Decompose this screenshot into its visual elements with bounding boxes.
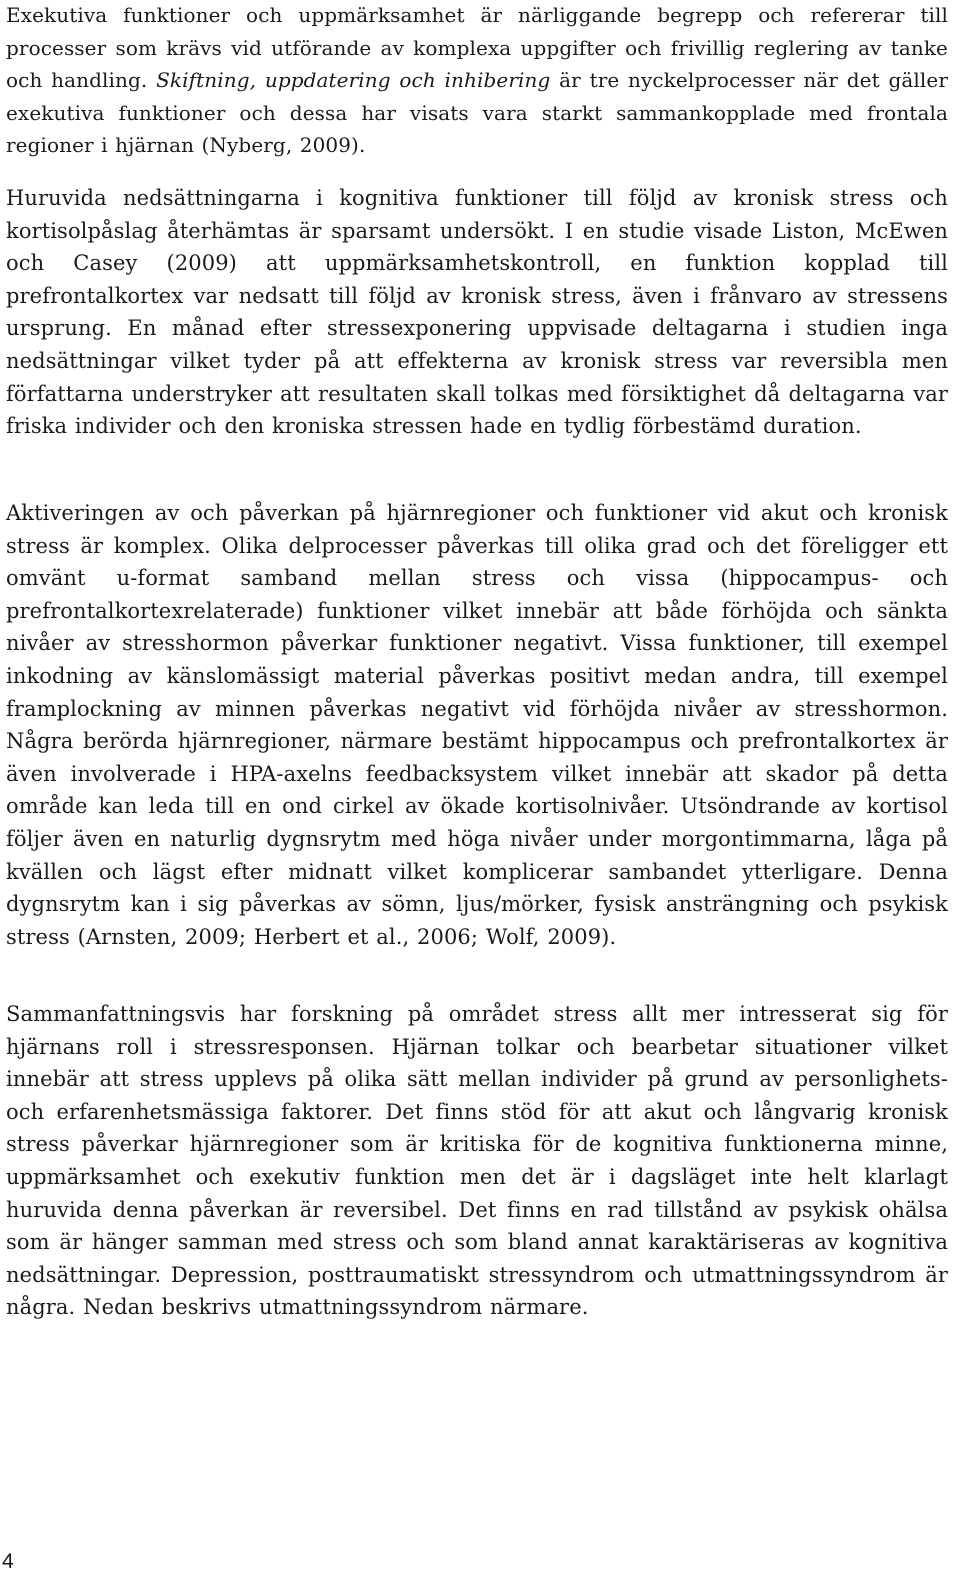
paragraph-1-text-end: är tre nyckelprocesser när det gäller exekutiva funktioner och dessa har visats vara starkt sammankopplade med frontala regioner i hjärnan (Nyberg, 2009).	[6, 68, 949, 158]
paragraph-1	[6, 0, 948, 162]
paragraph-3: Aktiveringen av och påverkan på hjärnregioner och funktioner vid akut och kronisk stress är komplex. Olika delprocesser påverkas till olika grad och det föreligger ett omvänt u-format samband mellan stress och vissa (hippocampus- och prefrontalkortexrelaterade) funktioner vilket innebär att både förhöjda och sänkta nivåer av stresshormon påverkar funktioner negativt. Vissa funktioner, till exempel inkodning av känslomässigt material påverkas positivt medan andra, till exempel framplockning av minnen påverkas negativt vid förhöjda nivåer av stresshormon. Några berörda hjärnregioner, närmare bestämt hippocampus och prefrontalkortex är även involverade i HPA-axelns feedbacksystem vilket innebär att skador på detta område kan leda till en ond cirkel av ökade kortisolnivåer. Utsöndrande av kortisol följer även en naturlig dygnsrytm med höga nivåer under morgontimmarna, låga på kvällen och lägst efter midnatt vilket komplicerar sambandet ytterligare. Denna dygnsrytm kan i sig påverkas av sömn, ljus/mörker, fysisk ansträngning och psykisk stress (Arnsten, 2009; Herbert et al., 2006; Wolf, 2009).	[6, 501, 948, 949]
paragraph-4: Sammanfattningsvis har forskning på området stress allt mer intresserat sig för hjärnans roll i stressresponsen. Hjärnan tolkar och bearbetar situationer vilket innebär att stress upplevs på olika sätt mellan individer på grund av personlighets- och erfarenhetsmässiga faktorer. Det finns stöd för att akut och långvarig kronisk stress påverkar hjärnregioner som är kritiska för de kognitiva funktionerna minne, uppmärksamhet och exekutiv funktion men det är i dagsläget inte helt klarlagt huruvida denna påverkan är reversibel. Det finns en rad tillstånd av psykisk ohälsa som är hänger samman med stress och som bland annat karaktäriseras av kognitiva nedsättningar. Depression, posttraumatiskt stressyndrom och utmattningssyndrom är några. Nedan beskrivs utmattningssyndrom närmare.	[6, 1002, 948, 1320]
paragraph-1-italic-terms: Skiftning, uppdatering och inhibering	[156, 68, 551, 93]
paragraph-2: Huruvida nedsättningarna i kognitiva funktioner till följd av kronisk stress och kortisolpåslag återhämtas är sparsamt undersökt. I en studie visade Liston, McEwen och Casey (2009) att uppmärksamhetskontroll, en funktion kopplad till prefrontalkortex var nedsatt till följd av kronisk stress, även i frånvaro av stressens ursprung. En månad efter stressexponering uppvisade deltagarna i studien inga nedsättningar vilket tyder på att effekterna av kronisk stress var reversibla men författarna understryker att resultaten skall tolkas med försiktighet då deltagarna var friska individer och den kroniska stressen hade en tydlig förbestämd duration.	[6, 186, 948, 439]
paragraph-1-text-start: Exekutiva funktioner och uppmärksamhet är närliggande begrepp och refererar till processer som krävs vid utförande av komplexa uppgifter och frivillig reglering av tanke och handling.	[6, 3, 948, 93]
page-number: 4	[2, 1550, 14, 1573]
